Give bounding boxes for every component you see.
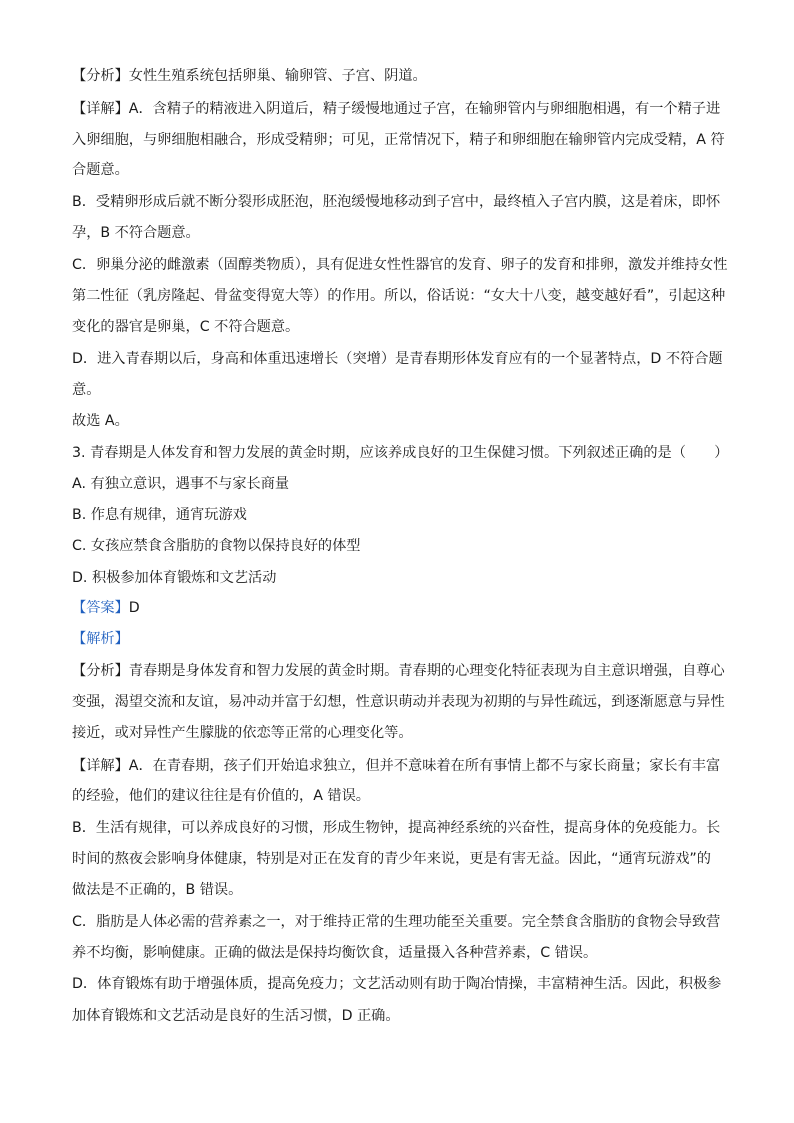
answer-value: D	[128, 600, 140, 616]
detail-line: 加体育锻炼和文艺活动是良好的生活习惯，D 正确。	[72, 1008, 400, 1024]
detail-prev-line: 意。	[72, 382, 101, 398]
analysis-prev-text: 女性生殖系统包括卵巢、输卵管、子宫、阴道。	[128, 68, 427, 84]
conclusion-line: 故选 A。	[72, 413, 129, 429]
option-a: A. 有独立意识，遇事不与家长商量	[72, 476, 290, 492]
explain-heading	[72, 629, 722, 649]
detail-prev-line: 第二性征（乳房隆起、骨盆变得宽大等）的作用。所以，俗话说：“女大十八变，越变越好看”，引起这种	[72, 288, 726, 304]
option-c: C. 女孩应禁食含脂肪的食物以保持良好的体型	[72, 538, 361, 554]
detail-label: 【详解】	[72, 758, 129, 774]
detail-line: 的经验，他们的建议往往是有价值的，A 错误。	[72, 788, 370, 804]
detail-prev-line: D．进入青春期以后，身高和体重迅速增长（突增）是青春期形体发育应有的一个显著特点，D 不符合题	[72, 351, 723, 367]
explain-label: 【解析】	[72, 631, 129, 647]
analysis-prev-line	[72, 66, 722, 86]
detail-prev-line: 变化的器官是卵巢，C 不符合题意。	[72, 319, 300, 335]
analysis-line: 接近，或对异性产生朦胧的依恋等正常的心理变化等。	[72, 725, 413, 741]
analysis-label: 【分析】	[72, 663, 129, 679]
detail-line: C．脂肪是人体必需的营养素之一，对于维持正常的生理功能至关重要。完全禁食含脂肪的食物会导致营	[72, 914, 721, 930]
detail-line	[72, 756, 722, 776]
detail-line: 养不均衡，影响健康。正确的做法是保持均衡饮食，适量摄入各种营养素，C 错误。	[72, 945, 598, 961]
detail-prev-line: 合题意。	[72, 162, 129, 178]
analysis-line: 变强，渴望交流和友谊，易冲动并富于幻想，性意识萌动并表现为初期的与异性疏远，到逐渐愿意与异性	[72, 694, 725, 710]
detail-prev-line: C．卵巢分泌的雌激素（固醇类物质），具有促进女性性器官的发育、卵子的发育和排卵，激发并维持女性	[72, 257, 728, 273]
detail-prev-line: 入卵细胞，与卵细胞相融合，形成受精卵；可见，正常情况下，精子和卵细胞在输卵管内完成受精，A 符	[72, 132, 725, 148]
detail-line: B．生活有规律，可以养成良好的习惯，形成生物钟，提高神经系统的兴奋性，提高身体的免疫能力。长	[72, 820, 721, 836]
analysis-prev-label: 【分析】	[72, 68, 129, 84]
detail-prev-text: A．含精子的精液进入阴道后，精子缓慢地通过子宫，在输卵管内与卵细胞相遇，有一个精子进	[128, 101, 721, 117]
detail-line: 时间的熬夜会影响身体健康，特别是对正在发育的青少年来说，更是有害无益。因此，“通宵玩游戏”的	[72, 851, 711, 867]
analysis-text: 青春期是身体发育和智力发展的黄金时期。青春期的心理变化特征表现为自主意识增强，自尊心	[128, 663, 725, 679]
detail-line: 做法是不正确的，B 错误。	[72, 882, 243, 898]
detail-prev-line: B．受精卵形成后就不断分裂形成胚泡，胚泡缓慢地移动到子宫中，最终植入子宫内膜，这是着床，即怀	[72, 194, 721, 210]
detail-line: D．体育锻炼有助于增强体质，提高免疫力；文艺活动则有助于陶冶情操，丰富精神生活。因此，积极参	[72, 976, 722, 992]
detail-text: A．在青春期，孩子们开始追求独立，但并不意味着在所有事情上都不与家长商量；家长有丰富	[128, 758, 721, 774]
detail-prev-line	[72, 99, 722, 119]
answer-line	[72, 598, 722, 618]
detail-prev-label: 【详解】	[72, 101, 129, 117]
answer-label: 【答案】	[72, 600, 129, 616]
detail-prev-line: 孕，B 不符合题意。	[72, 225, 200, 241]
analysis-line	[72, 661, 725, 681]
question-stem: 3. 青春期是人体发育和智力发展的黄金时期，应该养成良好的卫生保健习惯。下列叙述正确的是（ ）	[72, 445, 729, 461]
option-d: D. 积极参加体育锻炼和文艺活动	[72, 570, 277, 586]
option-b: B. 作息有规律，通宵玩游戏	[72, 507, 247, 523]
